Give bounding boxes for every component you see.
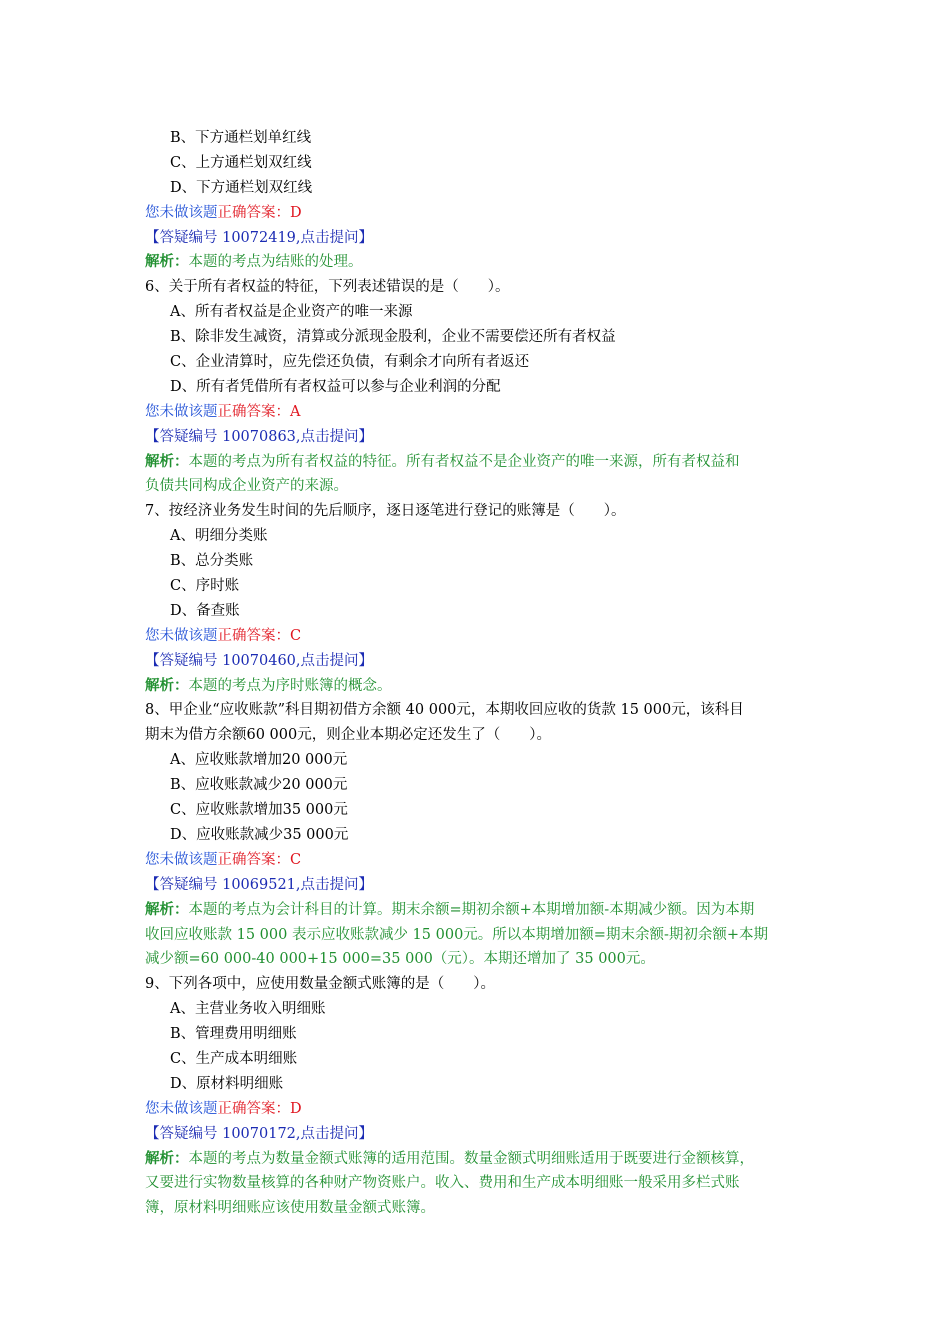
option-b: B、除非发生减资，清算或分派现金股利，企业不需要偿还所有者权益 [170,329,616,346]
explanation-label: 解析： [145,1149,189,1167]
explanation-label: 解析： [145,452,189,470]
question-stem: 8、甲企业“应收账款”科目期初借方余额 40 000元，本期收回应收的货款 15 000元，该科目 [145,702,744,719]
option-d: D、应收账款减少35 000元 [170,826,349,843]
question-6 [145,275,815,499]
explanation-text: 本题的考点为结账的处理。 [188,254,363,271]
option-c: C、生产成本明细账 [170,1050,298,1067]
correct-answer: 正确答案：A [217,403,301,420]
answer-line-5 [145,201,815,226]
explanation-text: 负债共同构成企业资产的来源。 [145,478,348,495]
explanation-label: 解析： [145,253,189,271]
option-a: A、主营业务收入明细账 [170,1001,326,1018]
option-d: D、所有者凭借所有者权益可以参与企业利润的分配 [170,378,501,395]
explanation-text: 本题的考点为数量金额式账簿的适用范围。数量金额式明细账适用于既要进行金额核算， [188,1150,754,1167]
question-9 [145,972,815,1221]
correct-answer: 正确答案：D [217,1100,302,1117]
option-b: B、应收账款减少20 000元 [170,777,348,794]
option-d: D、备查账 [170,602,240,619]
explanation-text: 收回应收账款 15 000 表示应收账款减少 15 000元。所以本期增加额=期末余额-期初余额+本期 [145,926,768,943]
ask-question-link-10072419[interactable]: 【答疑编号 10072419,点击提问】 [145,229,374,246]
question-7 [145,499,815,698]
status-text: 您未做该题 [145,403,218,420]
correct-answer: 正确答案：D [217,204,302,221]
option-5d: D、下方通栏划双红线 [170,179,313,196]
explanation-text: 簿，原材料明细账应该使用数量金额式账簿。 [145,1200,435,1217]
status-text: 您未做该题 [145,1100,218,1117]
option-d: D、原材料明细账 [170,1075,284,1092]
explanation-text: 减少额=60 000-40 000+15 000=35 000（元）。本期还增加了 35 000元。 [145,951,655,968]
option-c: C、序时账 [170,578,240,595]
correct-answer: 正确答案：C [217,851,302,868]
explanation [145,674,815,699]
status-text: 您未做该题 [145,204,218,221]
option-5b: B、下方通栏划单红线 [170,130,312,146]
ask-question-link-10070172[interactable]: 【答疑编号 10070172,点击提问】 [145,1125,374,1142]
answer-line [145,1097,815,1122]
quiz-page [145,126,815,1221]
ask-question-link-10070863[interactable]: 【答疑编号 10070863,点击提问】 [145,428,374,445]
explanation-text: 又要进行实物数量核算的各种财产物资账户。收入、费用和生产成本明细账一般采用多栏式账 [145,1175,740,1192]
explanation-text: 本题的考点为会计科目的计算。期末余额=期初余额+本期增加额-本期减少额。因为本期 [188,901,755,918]
question-stem-cont: 期末为借方余额60 000元，则企业本期必定还发生了（ ）。 [145,727,551,744]
explanation-label: 解析： [145,900,189,918]
option-a: A、所有者权益是企业资产的唯一来源 [170,304,413,321]
explanation-label: 解析： [145,676,189,694]
explanation [145,450,815,475]
option-b: B、总分类账 [170,553,254,570]
explanation [145,1147,815,1172]
ask-question-link-10070460[interactable]: 【答疑编号 10070460,点击提问】 [145,652,374,669]
question-stem: 6、关于所有者权益的特征，下列表述错误的是（ ）。 [145,279,510,296]
explanation-text: 本题的考点为序时账簿的概念。 [188,677,392,694]
question-stem: 7、按经济业务发生时间的先后顺序，逐日逐笔进行登记的账簿是（ ）。 [145,503,626,520]
correct-answer: 正确答案：C [217,627,302,644]
answer-line [145,848,815,873]
ask-question-link-10069521[interactable]: 【答疑编号 10069521,点击提问】 [145,876,374,893]
answer-line [145,624,815,649]
option-c: C、企业清算时，应先偿还负债，有剩余才向所有者返还 [170,354,530,371]
explanation [145,898,815,923]
explanation-5 [145,250,815,275]
answer-line [145,400,815,425]
option-a: A、应收账款增加20 000元 [170,752,348,769]
option-c: C、应收账款增加35 000元 [170,802,348,819]
option-5c: C、上方通栏划双红线 [170,154,312,171]
status-text: 您未做该题 [145,627,218,644]
status-text: 您未做该题 [145,851,218,868]
question-stem: 9、下列各项中，应使用数量金额式账簿的是（ ）。 [145,976,495,993]
option-a: A、明细分类账 [170,528,268,545]
explanation-text: 本题的考点为所有者权益的特征。所有者权益不是企业资产的唯一来源，所有者权益和 [188,453,740,470]
question-8 [145,698,815,972]
option-b: B、管理费用明细账 [170,1026,297,1043]
